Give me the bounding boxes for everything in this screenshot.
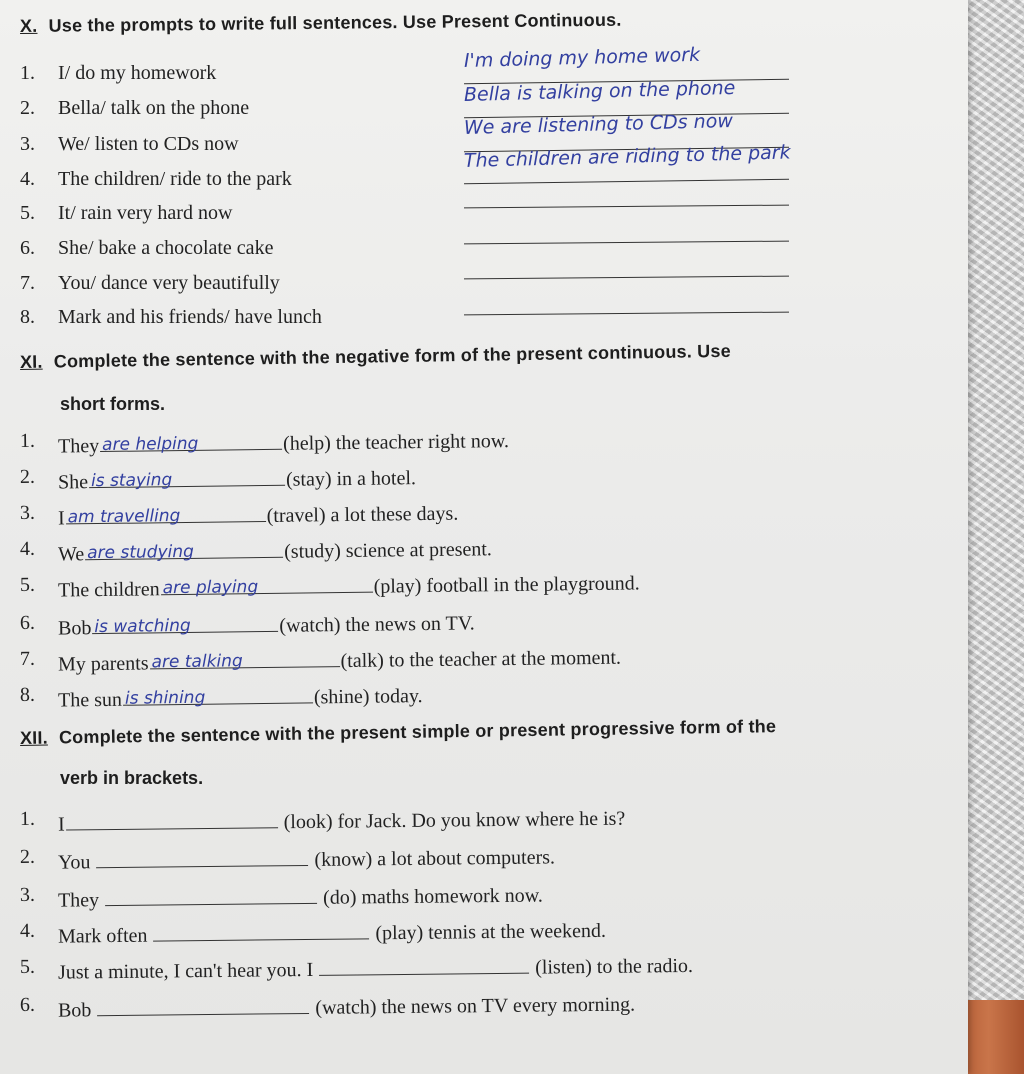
s10-answer-2: Bella is talking on the phone <box>463 76 736 106</box>
sentence-start: She <box>57 471 89 494</box>
sentence <box>58 802 626 837</box>
s11-item-2 <box>20 454 968 494</box>
handwritten-answer: is shining <box>124 687 206 709</box>
prompt-text: Mark and his friends/ have lunch <box>58 306 322 328</box>
sentence-start: You <box>57 851 91 874</box>
item-number: 3. <box>19 501 36 524</box>
handwritten-answer: are playing <box>162 577 259 599</box>
item-number: 2. <box>20 97 35 119</box>
sentence-end: (play) football in the playground. <box>373 572 640 598</box>
sentence-start: Just a minute, I can't hear you. I <box>57 958 314 984</box>
sentence-start: I <box>57 507 65 530</box>
sentence-end: (know) a lot about computers. <box>314 846 556 871</box>
sentence <box>58 988 635 1023</box>
item-number: 2. <box>19 465 36 488</box>
sentence-start: Bob <box>57 999 92 1022</box>
sentence-end: (listen) to the radio. <box>535 954 694 979</box>
item-number: 1. <box>20 62 35 84</box>
sentence <box>58 532 492 566</box>
sentence <box>58 879 543 913</box>
sentence-start: Bob <box>57 617 92 640</box>
s12-item-6 <box>20 984 968 1022</box>
answer-blank[interactable] <box>96 843 308 868</box>
item-number: 7. <box>20 272 35 294</box>
handwritten-answer: is staying <box>90 470 173 492</box>
s10-answer-4: The children are riding to the park <box>463 141 791 172</box>
item-number: 4. <box>19 919 36 942</box>
answer-blank <box>65 499 265 528</box>
item-number: 5. <box>19 955 36 978</box>
sentence <box>58 641 621 677</box>
s12-item-4 <box>20 910 968 948</box>
section-10-title: Use the prompts to write full sentences. Use Present Continuous. <box>48 9 622 36</box>
sentence <box>58 424 509 459</box>
s10-item-8 <box>20 306 968 334</box>
s10-answer-1: I'm doing my home work <box>463 43 701 72</box>
item-number: 1. <box>19 807 36 830</box>
s12-item-5 <box>20 946 968 984</box>
sentence <box>58 461 416 494</box>
prompt-text: She/ bake a chocolate cake <box>58 237 274 259</box>
prompt-text: The children/ ride to the park <box>58 168 292 190</box>
section-10-heading <box>20 10 622 37</box>
section-11-title: Complete the sentence with the negative form of the present continuous. Use <box>53 340 731 372</box>
sentence-start: We <box>57 543 85 566</box>
sentence-start: Mark often <box>57 924 148 948</box>
item-number: 4. <box>19 537 36 560</box>
s12-item-2 <box>20 836 968 874</box>
handwritten-answer: am travelling <box>67 506 181 528</box>
sentence-end: (play) tennis at the weekend. <box>375 919 607 945</box>
handwritten-answer: are studying <box>87 541 195 564</box>
item-number: 8. <box>19 683 36 706</box>
item-number: 8. <box>20 306 35 328</box>
prompt-text: Bella/ talk on the phone <box>58 97 250 119</box>
handwritten-answer: is watching <box>94 615 191 638</box>
section-12-number: XII. <box>19 727 48 748</box>
answer-blank[interactable] <box>153 916 369 941</box>
handwritten-answer: are helping <box>101 433 199 455</box>
item-number: 1. <box>19 429 36 452</box>
prompt-text: We/ listen to CDs now <box>58 133 239 155</box>
section-10-number: X. <box>19 15 38 36</box>
sentence-end: (study) science at present. <box>284 538 492 563</box>
section-12-heading <box>20 716 776 749</box>
section-12-title-cont: verb in brackets. <box>60 768 204 788</box>
s10-answer-3: We are listening to CDs now <box>463 109 734 139</box>
sentence-end: (do) maths homework now. <box>322 884 543 909</box>
item-number: 5. <box>19 573 36 596</box>
s11-item-5 <box>20 562 968 602</box>
wooden-table-corner <box>965 1000 1024 1074</box>
sentence-end: (watch) the news on TV every morning. <box>315 993 636 1019</box>
sentence-end: (help) the teacher right now. <box>282 430 510 455</box>
prompt-text: It/ rain very hard now <box>58 202 233 224</box>
sentence-end: (stay) in a hotel. <box>285 467 417 491</box>
sentence <box>58 566 640 602</box>
sentence-end: (look) for Jack. Do you know where he is? <box>283 807 626 834</box>
section-12-title: Complete the sentence with the present simple or present progressive form of the <box>58 716 777 748</box>
sentence-start: My parents <box>57 652 149 676</box>
answer-blank <box>89 463 285 492</box>
answer-blank <box>100 427 282 455</box>
answer-blank <box>92 609 278 638</box>
s11-item-7 <box>20 636 968 676</box>
answer-blank <box>85 535 283 564</box>
item-number: 3. <box>19 883 36 906</box>
sentence-end: (travel) a lot these days. <box>266 502 459 527</box>
sentence-start: They <box>57 889 100 912</box>
item-number: 6. <box>19 611 36 634</box>
sentence-start: I <box>57 813 65 836</box>
sentence <box>58 840 555 874</box>
sentence <box>58 949 693 985</box>
answer-blank[interactable] <box>105 881 317 906</box>
item-number: 7. <box>19 647 36 670</box>
s12-item-3 <box>20 874 968 912</box>
sentence <box>58 914 606 949</box>
section-11-heading <box>20 341 731 373</box>
sentence-start: The sun <box>57 688 123 712</box>
answer-blank <box>123 680 313 709</box>
section-11-title-cont: short forms. <box>60 394 166 414</box>
item-number: 5. <box>20 202 35 224</box>
handwritten-answer: are talking <box>151 651 243 673</box>
item-number: 3. <box>20 133 35 155</box>
sentence-end: (watch) the news on TV. <box>279 612 475 637</box>
sentence <box>58 679 423 712</box>
s11-item-1 <box>20 418 968 458</box>
sentence-end: (talk) to the teacher at the moment. <box>340 646 622 673</box>
answer-blank <box>160 570 372 599</box>
answer-blank[interactable] <box>66 805 278 830</box>
prompt-text: You/ dance very beautifully <box>58 272 280 294</box>
sentence <box>58 497 459 531</box>
s12-item-1 <box>20 798 968 836</box>
s11-item-3 <box>20 490 968 530</box>
section-11-number: XI. <box>19 351 43 372</box>
answer-blank[interactable] <box>319 951 529 976</box>
prompt-text: I/ do my homework <box>58 62 217 84</box>
item-number: 2. <box>19 845 36 868</box>
item-number: 6. <box>20 237 35 259</box>
sentence <box>58 606 475 640</box>
s11-item-4 <box>20 526 968 566</box>
answer-blank <box>149 644 339 673</box>
sentence-end: (shine) today. <box>313 685 423 709</box>
s11-item-8 <box>20 672 968 712</box>
answer-blank[interactable] <box>97 991 309 1016</box>
item-number: 4. <box>20 168 35 190</box>
item-number: 6. <box>19 993 36 1016</box>
sentence-start: The children <box>57 578 160 602</box>
sentence-start: They <box>57 435 100 458</box>
s11-item-6 <box>20 600 968 640</box>
